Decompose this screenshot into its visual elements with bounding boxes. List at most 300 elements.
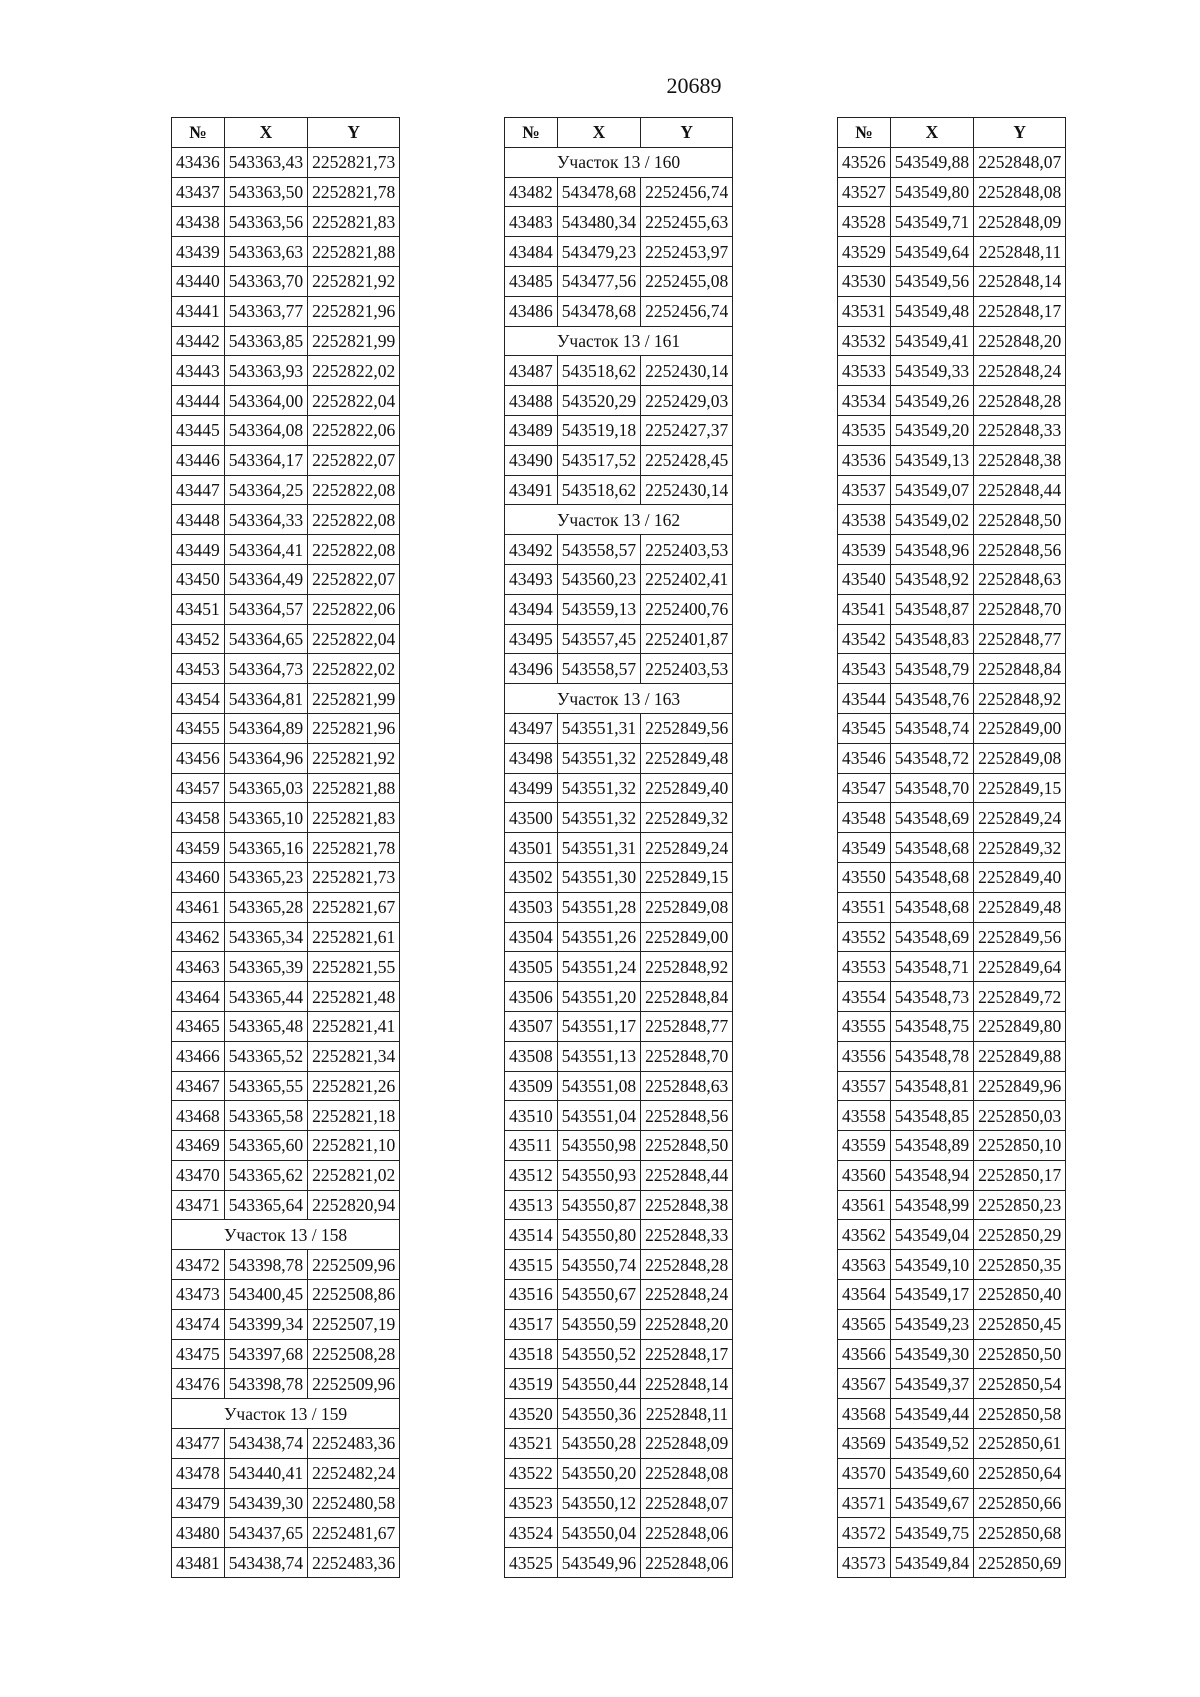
x-coordinate-cell: 543477,56 bbox=[557, 266, 640, 296]
y-coordinate-cell: 2252848,56 bbox=[974, 535, 1066, 565]
table-row bbox=[838, 892, 1066, 922]
x-coordinate-cell: 543550,44 bbox=[557, 1369, 640, 1399]
table-row bbox=[172, 892, 400, 922]
table-row bbox=[838, 1458, 1066, 1488]
point-number-cell: 43556 bbox=[838, 1041, 891, 1071]
table-row bbox=[505, 1339, 733, 1369]
table-row bbox=[505, 356, 733, 386]
y-coordinate-cell: 2252821,34 bbox=[308, 1041, 400, 1071]
table-row bbox=[172, 1041, 400, 1071]
point-number-cell: 43528 bbox=[838, 207, 891, 237]
point-number-cell: 43481 bbox=[172, 1548, 225, 1578]
x-coordinate-cell: 543550,12 bbox=[557, 1488, 640, 1518]
table-row bbox=[505, 1458, 733, 1488]
y-coordinate-cell: 2252822,04 bbox=[308, 624, 400, 654]
y-coordinate-cell: 2252848,70 bbox=[974, 594, 1066, 624]
y-coordinate-cell: 2252849,15 bbox=[641, 862, 733, 892]
x-coordinate-cell: 543548,85 bbox=[890, 1101, 973, 1131]
table-row bbox=[505, 564, 733, 594]
table-row bbox=[172, 237, 400, 267]
x-coordinate-cell: 543363,77 bbox=[224, 296, 307, 326]
table-row bbox=[838, 207, 1066, 237]
y-coordinate-cell: 2252849,32 bbox=[974, 833, 1066, 863]
point-number-cell: 43453 bbox=[172, 654, 225, 684]
point-number-cell: 43513 bbox=[505, 1190, 558, 1220]
section-title: Участок 13 / 158 bbox=[172, 1220, 400, 1250]
point-number-cell: 43562 bbox=[838, 1220, 891, 1250]
y-coordinate-cell: 2252821,83 bbox=[308, 207, 400, 237]
y-coordinate-cell: 2252821,61 bbox=[308, 922, 400, 952]
point-number-cell: 43483 bbox=[505, 207, 558, 237]
y-coordinate-cell: 2252821,78 bbox=[308, 833, 400, 863]
table-row bbox=[505, 1369, 733, 1399]
y-coordinate-cell: 2252848,38 bbox=[974, 445, 1066, 475]
point-number-cell: 43460 bbox=[172, 862, 225, 892]
table-row bbox=[838, 1011, 1066, 1041]
point-number-cell: 43437 bbox=[172, 177, 225, 207]
point-number-cell: 43502 bbox=[505, 862, 558, 892]
table-row bbox=[505, 266, 733, 296]
y-coordinate-cell: 2252848,44 bbox=[974, 475, 1066, 505]
x-coordinate-cell: 543551,28 bbox=[557, 892, 640, 922]
y-coordinate-cell: 2252848,44 bbox=[641, 1160, 733, 1190]
x-coordinate-cell: 543548,70 bbox=[890, 773, 973, 803]
x-coordinate-cell: 543548,69 bbox=[890, 803, 973, 833]
y-coordinate-cell: 2252849,48 bbox=[641, 743, 733, 773]
point-number-cell: 43558 bbox=[838, 1101, 891, 1131]
x-coordinate-cell: 543550,74 bbox=[557, 1250, 640, 1280]
y-coordinate-cell: 2252849,64 bbox=[974, 952, 1066, 982]
table-row bbox=[838, 1399, 1066, 1429]
point-number-cell: 43571 bbox=[838, 1488, 891, 1518]
table-row bbox=[838, 177, 1066, 207]
point-number-cell: 43448 bbox=[172, 505, 225, 535]
x-coordinate-cell: 543548,72 bbox=[890, 743, 973, 773]
y-coordinate-cell: 2252483,36 bbox=[308, 1548, 400, 1578]
y-coordinate-cell: 2252850,03 bbox=[974, 1101, 1066, 1131]
y-coordinate-cell: 2252850,35 bbox=[974, 1250, 1066, 1280]
table-row bbox=[838, 1190, 1066, 1220]
y-coordinate-cell: 2252821,26 bbox=[308, 1071, 400, 1101]
y-coordinate-cell: 2252822,02 bbox=[308, 356, 400, 386]
x-coordinate-cell: 543365,64 bbox=[224, 1190, 307, 1220]
x-coordinate-cell: 543365,55 bbox=[224, 1071, 307, 1101]
table-row bbox=[838, 982, 1066, 1012]
x-coordinate-cell: 543549,84 bbox=[890, 1548, 973, 1578]
x-coordinate-cell: 543364,41 bbox=[224, 535, 307, 565]
x-coordinate-cell: 543551,13 bbox=[557, 1041, 640, 1071]
point-number-cell: 43561 bbox=[838, 1190, 891, 1220]
column-header-y: Y bbox=[974, 118, 1066, 148]
x-coordinate-cell: 543363,93 bbox=[224, 356, 307, 386]
x-coordinate-cell: 543517,52 bbox=[557, 445, 640, 475]
y-coordinate-cell: 2252849,72 bbox=[974, 982, 1066, 1012]
x-coordinate-cell: 543364,89 bbox=[224, 713, 307, 743]
table-row bbox=[172, 684, 400, 714]
x-coordinate-cell: 543551,32 bbox=[557, 773, 640, 803]
table-row bbox=[172, 177, 400, 207]
point-number-cell: 43494 bbox=[505, 594, 558, 624]
table-row bbox=[838, 356, 1066, 386]
table-row bbox=[838, 475, 1066, 505]
y-coordinate-cell: 2252482,24 bbox=[308, 1458, 400, 1488]
table-row bbox=[838, 296, 1066, 326]
y-coordinate-cell: 2252821,92 bbox=[308, 743, 400, 773]
point-number-cell: 43447 bbox=[172, 475, 225, 505]
y-coordinate-cell: 2252848,09 bbox=[974, 207, 1066, 237]
point-number-cell: 43519 bbox=[505, 1369, 558, 1399]
y-coordinate-cell: 2252849,48 bbox=[974, 892, 1066, 922]
x-coordinate-cell: 543548,73 bbox=[890, 982, 973, 1012]
table-row bbox=[172, 743, 400, 773]
x-coordinate-cell: 543550,80 bbox=[557, 1220, 640, 1250]
point-number-cell: 43508 bbox=[505, 1041, 558, 1071]
y-coordinate-cell: 2252848,28 bbox=[974, 386, 1066, 416]
y-coordinate-cell: 2252507,19 bbox=[308, 1309, 400, 1339]
point-number-cell: 43546 bbox=[838, 743, 891, 773]
x-coordinate-cell: 543363,56 bbox=[224, 207, 307, 237]
point-number-cell: 43450 bbox=[172, 564, 225, 594]
table-row bbox=[838, 535, 1066, 565]
table-row bbox=[172, 1518, 400, 1548]
y-coordinate-cell: 2252849,80 bbox=[974, 1011, 1066, 1041]
x-coordinate-cell: 543548,69 bbox=[890, 922, 973, 952]
table-row bbox=[838, 1131, 1066, 1161]
y-coordinate-cell: 2252822,08 bbox=[308, 505, 400, 535]
x-coordinate-cell: 543551,04 bbox=[557, 1101, 640, 1131]
point-number-cell: 43527 bbox=[838, 177, 891, 207]
table-row bbox=[505, 1309, 733, 1339]
y-coordinate-cell: 2252849,32 bbox=[641, 803, 733, 833]
point-number-cell: 43532 bbox=[838, 326, 891, 356]
y-coordinate-cell: 2252849,08 bbox=[641, 892, 733, 922]
x-coordinate-cell: 543365,48 bbox=[224, 1011, 307, 1041]
page-number: 20689 bbox=[666, 73, 722, 98]
y-coordinate-cell: 2252848,20 bbox=[641, 1309, 733, 1339]
point-number-cell: 43439 bbox=[172, 237, 225, 267]
x-coordinate-cell: 543518,62 bbox=[557, 356, 640, 386]
table-row bbox=[505, 237, 733, 267]
x-coordinate-cell: 543549,48 bbox=[890, 296, 973, 326]
x-coordinate-cell: 543549,10 bbox=[890, 1250, 973, 1280]
x-coordinate-cell: 543551,31 bbox=[557, 833, 640, 863]
x-coordinate-cell: 543549,64 bbox=[890, 237, 973, 267]
x-coordinate-cell: 543398,78 bbox=[224, 1369, 307, 1399]
point-number-cell: 43456 bbox=[172, 743, 225, 773]
table-row bbox=[505, 1280, 733, 1310]
point-number-cell: 43536 bbox=[838, 445, 891, 475]
table-row bbox=[838, 1280, 1066, 1310]
x-coordinate-cell: 543548,76 bbox=[890, 684, 973, 714]
y-coordinate-cell: 2252821,55 bbox=[308, 952, 400, 982]
point-number-cell: 43505 bbox=[505, 952, 558, 982]
y-coordinate-cell: 2252848,14 bbox=[974, 266, 1066, 296]
point-number-cell: 43555 bbox=[838, 1011, 891, 1041]
y-coordinate-cell: 2252848,08 bbox=[974, 177, 1066, 207]
y-coordinate-cell: 2252850,68 bbox=[974, 1518, 1066, 1548]
x-coordinate-cell: 543364,57 bbox=[224, 594, 307, 624]
point-number-cell: 43535 bbox=[838, 415, 891, 445]
point-number-cell: 43569 bbox=[838, 1429, 891, 1459]
y-coordinate-cell: 2252848,38 bbox=[641, 1190, 733, 1220]
y-coordinate-cell: 2252822,08 bbox=[308, 535, 400, 565]
table-row bbox=[505, 1548, 733, 1578]
point-number-cell: 43498 bbox=[505, 743, 558, 773]
table-row bbox=[505, 892, 733, 922]
x-coordinate-cell: 543364,81 bbox=[224, 684, 307, 714]
table-row bbox=[505, 1429, 733, 1459]
table-row bbox=[505, 445, 733, 475]
table-row bbox=[172, 1488, 400, 1518]
y-coordinate-cell: 2252429,03 bbox=[641, 386, 733, 416]
y-coordinate-cell: 2252848,09 bbox=[641, 1429, 733, 1459]
table-row bbox=[505, 862, 733, 892]
table-row bbox=[505, 296, 733, 326]
section-row bbox=[505, 326, 733, 356]
point-number-cell: 43467 bbox=[172, 1071, 225, 1101]
table-row bbox=[505, 743, 733, 773]
table-row bbox=[838, 445, 1066, 475]
table-row bbox=[172, 862, 400, 892]
table-row bbox=[505, 1071, 733, 1101]
y-coordinate-cell: 2252821,48 bbox=[308, 982, 400, 1012]
column-header-x: X bbox=[224, 118, 307, 148]
x-coordinate-cell: 543551,20 bbox=[557, 982, 640, 1012]
point-number-cell: 43534 bbox=[838, 386, 891, 416]
table-row bbox=[838, 803, 1066, 833]
y-coordinate-cell: 2252822,07 bbox=[308, 564, 400, 594]
x-coordinate-cell: 543551,30 bbox=[557, 862, 640, 892]
x-coordinate-cell: 543399,34 bbox=[224, 1309, 307, 1339]
table-row bbox=[172, 773, 400, 803]
table-row bbox=[505, 803, 733, 833]
point-number-cell: 43573 bbox=[838, 1548, 891, 1578]
x-coordinate-cell: 543549,04 bbox=[890, 1220, 973, 1250]
section-title: Участок 13 / 162 bbox=[505, 505, 733, 535]
x-coordinate-cell: 543550,98 bbox=[557, 1131, 640, 1161]
point-number-cell: 43489 bbox=[505, 415, 558, 445]
x-coordinate-cell: 543550,28 bbox=[557, 1429, 640, 1459]
y-coordinate-cell: 2252430,14 bbox=[641, 356, 733, 386]
table-row bbox=[172, 1250, 400, 1280]
point-number-cell: 43515 bbox=[505, 1250, 558, 1280]
point-number-cell: 43517 bbox=[505, 1309, 558, 1339]
y-coordinate-cell: 2252849,96 bbox=[974, 1071, 1066, 1101]
table-row bbox=[838, 1339, 1066, 1369]
point-number-cell: 43553 bbox=[838, 952, 891, 982]
table-row bbox=[505, 833, 733, 863]
table-row bbox=[505, 1488, 733, 1518]
x-coordinate-cell: 543549,17 bbox=[890, 1280, 973, 1310]
y-coordinate-cell: 2252849,24 bbox=[974, 803, 1066, 833]
point-number-cell: 43461 bbox=[172, 892, 225, 922]
x-coordinate-cell: 543363,70 bbox=[224, 266, 307, 296]
table-row bbox=[838, 1101, 1066, 1131]
table-row bbox=[838, 922, 1066, 952]
point-number-cell: 43526 bbox=[838, 147, 891, 177]
x-coordinate-cell: 543440,41 bbox=[224, 1458, 307, 1488]
x-coordinate-cell: 543549,41 bbox=[890, 326, 973, 356]
section-row bbox=[172, 1220, 400, 1250]
table-row bbox=[838, 147, 1066, 177]
y-coordinate-cell: 2252403,53 bbox=[641, 654, 733, 684]
x-coordinate-cell: 543549,33 bbox=[890, 356, 973, 386]
y-coordinate-cell: 2252400,76 bbox=[641, 594, 733, 624]
table-row bbox=[172, 326, 400, 356]
y-coordinate-cell: 2252821,10 bbox=[308, 1131, 400, 1161]
point-number-cell: 43476 bbox=[172, 1369, 225, 1399]
y-coordinate-cell: 2252848,50 bbox=[974, 505, 1066, 535]
point-number-cell: 43449 bbox=[172, 535, 225, 565]
y-coordinate-cell: 2252850,64 bbox=[974, 1458, 1066, 1488]
column-header-number: № bbox=[505, 118, 558, 148]
point-number-cell: 43512 bbox=[505, 1160, 558, 1190]
point-number-cell: 43491 bbox=[505, 475, 558, 505]
point-number-cell: 43495 bbox=[505, 624, 558, 654]
x-coordinate-cell: 543549,20 bbox=[890, 415, 973, 445]
x-coordinate-cell: 543365,39 bbox=[224, 952, 307, 982]
column-header-x: X bbox=[890, 118, 973, 148]
y-coordinate-cell: 2252850,17 bbox=[974, 1160, 1066, 1190]
point-number-cell: 43510 bbox=[505, 1101, 558, 1131]
table-header-row bbox=[505, 118, 733, 148]
x-coordinate-cell: 543558,57 bbox=[557, 535, 640, 565]
point-number-cell: 43538 bbox=[838, 505, 891, 535]
y-coordinate-cell: 2252848,77 bbox=[641, 1011, 733, 1041]
x-coordinate-cell: 543478,68 bbox=[557, 296, 640, 326]
y-coordinate-cell: 2252821,99 bbox=[308, 684, 400, 714]
table-row bbox=[172, 386, 400, 416]
y-coordinate-cell: 2252849,00 bbox=[641, 922, 733, 952]
x-coordinate-cell: 543548,83 bbox=[890, 624, 973, 654]
table-row bbox=[172, 1011, 400, 1041]
table-row bbox=[172, 445, 400, 475]
y-coordinate-cell: 2252848,07 bbox=[974, 147, 1066, 177]
table-row bbox=[505, 1190, 733, 1220]
x-coordinate-cell: 543548,87 bbox=[890, 594, 973, 624]
point-number-cell: 43442 bbox=[172, 326, 225, 356]
table-row bbox=[505, 1101, 733, 1131]
y-coordinate-cell: 2252821,73 bbox=[308, 862, 400, 892]
table-row bbox=[838, 654, 1066, 684]
y-coordinate-cell: 2252456,74 bbox=[641, 177, 733, 207]
section-title: Участок 13 / 161 bbox=[505, 326, 733, 356]
table-row bbox=[172, 803, 400, 833]
x-coordinate-cell: 543548,68 bbox=[890, 892, 973, 922]
y-coordinate-cell: 2252850,45 bbox=[974, 1309, 1066, 1339]
y-coordinate-cell: 2252849,88 bbox=[974, 1041, 1066, 1071]
y-coordinate-cell: 2252821,73 bbox=[308, 147, 400, 177]
point-number-cell: 43451 bbox=[172, 594, 225, 624]
point-number-cell: 43473 bbox=[172, 1280, 225, 1310]
x-coordinate-cell: 543364,73 bbox=[224, 654, 307, 684]
x-coordinate-cell: 543549,37 bbox=[890, 1369, 973, 1399]
y-coordinate-cell: 2252509,96 bbox=[308, 1369, 400, 1399]
table-row bbox=[172, 1429, 400, 1459]
point-number-cell: 43568 bbox=[838, 1399, 891, 1429]
table-row bbox=[838, 237, 1066, 267]
table-row bbox=[172, 654, 400, 684]
point-number-cell: 43518 bbox=[505, 1339, 558, 1369]
point-number-cell: 43497 bbox=[505, 713, 558, 743]
point-number-cell: 43493 bbox=[505, 564, 558, 594]
x-coordinate-cell: 543365,62 bbox=[224, 1160, 307, 1190]
point-number-cell: 43443 bbox=[172, 356, 225, 386]
point-number-cell: 43572 bbox=[838, 1518, 891, 1548]
table-row bbox=[172, 1369, 400, 1399]
y-coordinate-cell: 2252848,24 bbox=[641, 1280, 733, 1310]
table-row bbox=[838, 1369, 1066, 1399]
x-coordinate-cell: 543548,92 bbox=[890, 564, 973, 594]
point-number-cell: 43477 bbox=[172, 1429, 225, 1459]
point-number-cell: 43542 bbox=[838, 624, 891, 654]
table-row bbox=[172, 833, 400, 863]
point-number-cell: 43521 bbox=[505, 1429, 558, 1459]
x-coordinate-cell: 543397,68 bbox=[224, 1339, 307, 1369]
point-number-cell: 43514 bbox=[505, 1220, 558, 1250]
x-coordinate-cell: 543364,17 bbox=[224, 445, 307, 475]
point-number-cell: 43507 bbox=[505, 1011, 558, 1041]
y-coordinate-cell: 2252848,84 bbox=[641, 982, 733, 1012]
y-coordinate-cell: 2252821,02 bbox=[308, 1160, 400, 1190]
x-coordinate-cell: 543364,96 bbox=[224, 743, 307, 773]
x-coordinate-cell: 543365,52 bbox=[224, 1041, 307, 1071]
table-row bbox=[172, 1131, 400, 1161]
y-coordinate-cell: 2252848,11 bbox=[641, 1399, 733, 1429]
x-coordinate-cell: 543363,85 bbox=[224, 326, 307, 356]
x-coordinate-cell: 543548,99 bbox=[890, 1190, 973, 1220]
table-row bbox=[838, 594, 1066, 624]
point-number-cell: 43531 bbox=[838, 296, 891, 326]
x-coordinate-cell: 543548,71 bbox=[890, 952, 973, 982]
x-coordinate-cell: 543363,63 bbox=[224, 237, 307, 267]
x-coordinate-cell: 543364,65 bbox=[224, 624, 307, 654]
column-header-number: № bbox=[838, 118, 891, 148]
point-number-cell: 43486 bbox=[505, 296, 558, 326]
section-title: Участок 13 / 160 bbox=[505, 147, 733, 177]
table-row bbox=[172, 207, 400, 237]
table-row bbox=[172, 982, 400, 1012]
x-coordinate-cell: 543519,18 bbox=[557, 415, 640, 445]
x-coordinate-cell: 543363,43 bbox=[224, 147, 307, 177]
y-coordinate-cell: 2252848,92 bbox=[641, 952, 733, 982]
y-coordinate-cell: 2252849,56 bbox=[974, 922, 1066, 952]
point-number-cell: 43544 bbox=[838, 684, 891, 714]
y-coordinate-cell: 2252850,40 bbox=[974, 1280, 1066, 1310]
point-number-cell: 43440 bbox=[172, 266, 225, 296]
table-row bbox=[505, 1041, 733, 1071]
point-number-cell: 43516 bbox=[505, 1280, 558, 1310]
table-row bbox=[838, 1548, 1066, 1578]
point-number-cell: 43543 bbox=[838, 654, 891, 684]
table-row bbox=[172, 952, 400, 982]
y-coordinate-cell: 2252848,06 bbox=[641, 1548, 733, 1578]
y-coordinate-cell: 2252848,92 bbox=[974, 684, 1066, 714]
x-coordinate-cell: 543550,20 bbox=[557, 1458, 640, 1488]
y-coordinate-cell: 2252403,53 bbox=[641, 535, 733, 565]
table-row bbox=[172, 922, 400, 952]
point-number-cell: 43530 bbox=[838, 266, 891, 296]
y-coordinate-cell: 2252848,14 bbox=[641, 1369, 733, 1399]
x-coordinate-cell: 543550,59 bbox=[557, 1309, 640, 1339]
table-row bbox=[172, 356, 400, 386]
table-row bbox=[838, 1488, 1066, 1518]
x-coordinate-cell: 543549,75 bbox=[890, 1518, 973, 1548]
x-coordinate-cell: 543438,74 bbox=[224, 1548, 307, 1578]
table-row bbox=[172, 1280, 400, 1310]
x-coordinate-cell: 543439,30 bbox=[224, 1488, 307, 1518]
y-coordinate-cell: 2252508,86 bbox=[308, 1280, 400, 1310]
